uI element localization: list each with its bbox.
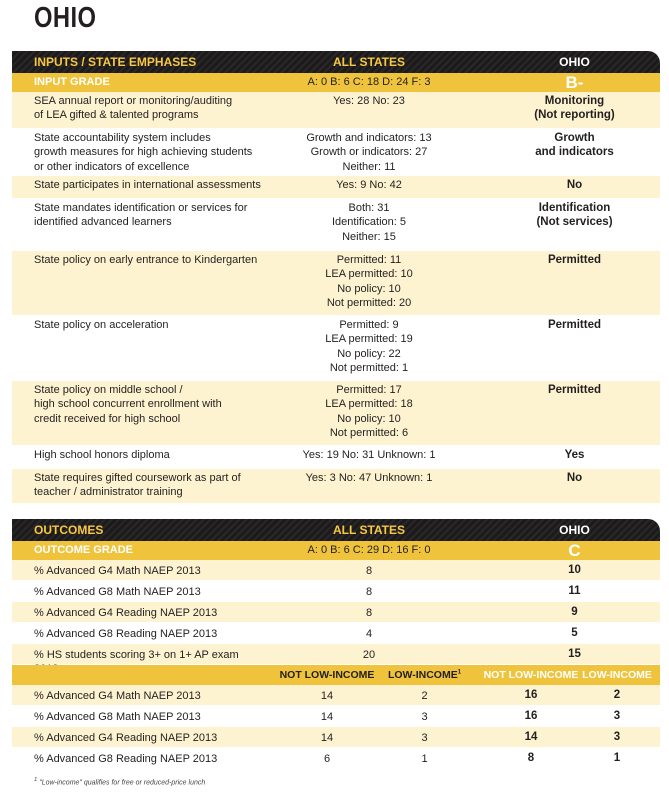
all-states-value (212, 201, 526, 244)
outcome-label: % Advanced G8 Reading NAEP 2013 (34, 628, 218, 640)
all-states-value (212, 448, 526, 462)
income-row (12, 727, 660, 748)
row-label-line: growth measures for high achieving students (34, 146, 253, 159)
ohio-value: 10 (568, 564, 581, 576)
row-label-line: credit received for high school (34, 412, 181, 425)
input-row (12, 176, 660, 199)
all-states-value (212, 131, 526, 174)
ohio-value-line: No (566, 179, 583, 191)
input-rows (12, 92, 660, 504)
outcome-label: % HS students scoring 3+ on 1+ AP exam (34, 649, 239, 661)
ohio-value-line: and indicators (535, 146, 614, 159)
all-low-income-header (377, 669, 472, 681)
all-states-value-line: Yes: 28 No: 23 (333, 95, 405, 107)
input-row (12, 446, 660, 469)
all-low-income-header-text: LOW-INCOME (387, 669, 458, 681)
inputs-table (12, 51, 660, 504)
all-states-value: 4 (365, 628, 373, 640)
all-states-value-line: Permitted: 11 (336, 254, 402, 266)
ohio-value-line: No (566, 472, 583, 484)
input-row (12, 316, 660, 381)
ohio-low-income-value: 1 (613, 752, 621, 764)
ohio-value-line: Monitoring (544, 95, 605, 107)
all-states-value: 8 (365, 607, 373, 619)
row-label-line: State mandates identification or services for (34, 202, 248, 214)
row-label-line: high school concurrent enrollment with (34, 398, 222, 411)
inputs-header (12, 51, 660, 73)
all-states-value (212, 471, 526, 485)
all-states-value-line: LEA permitted: 10 (325, 268, 413, 281)
ohio-value (517, 201, 632, 230)
all-not-low-income-value: 14 (320, 690, 334, 702)
input-grade-label: INPUT GRADE (34, 76, 110, 88)
ohio-not-low-income-header: NOT LOW-INCOME (483, 669, 579, 681)
outcome-row (12, 623, 660, 644)
footnote (34, 777, 205, 786)
row-label-line: SEA annual report or monitoring/auditing (34, 95, 233, 107)
all-states-header: ALL STATES (333, 55, 405, 69)
all-states-value-line: Both: 31 (348, 202, 390, 214)
outcome-row (12, 644, 660, 665)
outcome-label: % Advanced G8 Math NAEP 2013 (34, 711, 201, 723)
row-label-line: State participates in international assessments (34, 179, 261, 191)
outcomes-header-label: OUTCOMES (34, 523, 104, 537)
row-label-line: High school honors diploma (34, 449, 170, 461)
row-label-line: teacher / administrator training (34, 486, 183, 499)
ohio-value: 11 (568, 585, 581, 597)
all-states-value-line: Growth or indicators: 27 (310, 146, 428, 159)
all-states-value-line: LEA permitted: 19 (325, 333, 413, 346)
row-label-line: State policy on acceleration (34, 319, 169, 331)
outcomes-header (12, 519, 660, 541)
ohio-not-low-income-value: 16 (524, 689, 538, 701)
ohio-not-low-income-value: 16 (524, 710, 538, 722)
input-row (12, 469, 660, 504)
ohio-value-line: Permitted (547, 254, 602, 266)
row-label-line: or other indicators of excellence (34, 160, 190, 173)
all-states-value-line: No policy: 10 (337, 412, 401, 425)
ohio-value-line: Permitted (547, 384, 602, 396)
all-low-income-value: 3 (421, 711, 428, 723)
all-states-value (212, 253, 526, 310)
income-row (12, 748, 660, 769)
ohio-value-line: Permitted (547, 319, 602, 331)
outcome-grade-label: OUTCOME GRADE (34, 544, 133, 556)
all-states-value-line: Permitted: 9 (339, 319, 399, 331)
ohio-value (517, 448, 632, 462)
ohio-value-line: Growth (554, 132, 595, 144)
all-states-value-line: Yes: 19 No: 31 Unknown: 1 (302, 449, 436, 461)
row-label-line: identified advanced learners (34, 216, 172, 229)
input-row (12, 129, 660, 176)
ohio-value (517, 471, 632, 485)
input-grade-row (12, 73, 660, 92)
all-states-value-line: Yes: 9 No: 42 (336, 179, 402, 191)
all-states-value-line: Not permitted: 20 (326, 296, 412, 309)
income-row (12, 685, 660, 706)
all-not-low-income-value: 14 (320, 711, 334, 723)
ohio-low-income-value: 2 (613, 689, 621, 701)
income-column-headers (12, 665, 660, 685)
input-grade-ohio: B- (565, 73, 584, 92)
outcome-label: % Advanced G4 Reading NAEP 2013 (34, 732, 218, 744)
all-low-income-value: 2 (421, 690, 428, 702)
outcome-row (12, 581, 660, 602)
inputs-header-label: INPUTS / STATE EMPHASES (34, 55, 197, 69)
income-rows (12, 685, 660, 769)
input-row (12, 381, 660, 446)
outcome-rows (12, 560, 660, 665)
outcome-grade-ohio: C (568, 541, 581, 560)
input-row (12, 92, 660, 129)
all-low-income-value: 3 (421, 732, 428, 744)
ohio-low-income-value: 3 (613, 710, 621, 722)
outcome-grade-row (12, 541, 660, 560)
ohio-value (517, 383, 632, 397)
all-states-value (212, 178, 526, 192)
all-states-value-line: LEA permitted: 18 (325, 398, 413, 411)
footnote-text: "Low-income" qualifies for free or reduced-price lunch (39, 779, 206, 787)
ohio-value (517, 94, 632, 123)
all-states-value-line: Neither: 11 (342, 160, 396, 173)
ohio-value-line: (Not services) (536, 216, 613, 229)
footnote-marker: 1 (457, 669, 462, 676)
outcome-row (12, 602, 660, 623)
ohio-value (517, 253, 632, 267)
outcome-row (12, 560, 660, 581)
ohio-low-income-header: LOW-INCOME (582, 669, 652, 681)
all-states-value-line: Not permitted: 6 (329, 426, 409, 439)
outcome-label: % Advanced G8 Reading NAEP 2013 (34, 753, 218, 765)
row-label-line: State requires gifted coursework as part of (34, 472, 241, 484)
ohio-not-low-income-value: 8 (527, 752, 535, 764)
all-not-low-income-value: 14 (320, 732, 334, 744)
footnote-number: 1 (34, 777, 38, 783)
input-row (12, 199, 660, 251)
ohio-value-line: Yes (564, 449, 585, 461)
page-title: OHIO (34, 2, 97, 34)
all-states-value-line: Neither: 15 (342, 230, 396, 243)
all-states-value-line: No policy: 22 (337, 347, 401, 360)
all-states-value-line: Identification: 5 (332, 216, 406, 229)
ohio-header: OHIO (559, 55, 590, 69)
row-label-line: State policy on middle school / (34, 384, 183, 396)
all-states-value-line: Permitted: 17 (336, 384, 402, 396)
all-states-value (212, 383, 526, 440)
all-states-value: 8 (365, 586, 373, 598)
ohio-value (517, 178, 632, 192)
all-states-value-line: Growth and indicators: 13 (306, 132, 432, 144)
all-not-low-income-header: NOT LOW-INCOME (279, 669, 375, 681)
outcome-label: % Advanced G4 Math NAEP 2013 (34, 690, 201, 702)
outcome-grade-distribution: A: 0 B: 6 C: 29 D: 16 F: 0 (307, 544, 431, 556)
all-states-value-line: Not permitted: 1 (329, 361, 409, 374)
outcome-label: % Advanced G8 Math NAEP 2013 (34, 586, 201, 598)
ohio-value (517, 131, 632, 160)
row-label-line: State policy on early entrance to Kindergarten (34, 254, 258, 266)
outcome-label: % Advanced G4 Reading NAEP 2013 (34, 607, 218, 619)
input-row (12, 251, 660, 316)
ohio-value: 9 (571, 606, 578, 618)
ohio-not-low-income-value: 14 (524, 731, 538, 743)
ohio-value-line: (Not reporting) (534, 109, 615, 122)
outcome-label: % Advanced G4 Math NAEP 2013 (34, 565, 201, 577)
outcomes-table (12, 519, 660, 769)
ohio-value-line: Identification (538, 202, 611, 214)
all-states-value: 20 (362, 649, 376, 661)
ohio-header: OHIO (559, 523, 590, 537)
all-states-value-line: No policy: 10 (337, 282, 401, 295)
all-states-value (212, 318, 526, 375)
all-states-value-line: Yes: 3 No: 47 Unknown: 1 (305, 472, 433, 484)
input-grade-distribution: A: 0 B: 6 C: 18 D: 24 F: 3 (307, 76, 431, 88)
income-row (12, 706, 660, 727)
row-label-line: State accountability system includes (34, 132, 211, 144)
ohio-value (517, 318, 632, 332)
ohio-low-income-value: 3 (613, 731, 621, 743)
all-states-header: ALL STATES (333, 523, 405, 537)
all-states-value: 8 (365, 565, 373, 577)
all-low-income-value: 1 (421, 753, 428, 765)
ohio-value: 15 (568, 648, 581, 660)
row-label-line: of LEA gifted & talented programs (34, 109, 199, 122)
ohio-value: 5 (571, 627, 578, 639)
all-states-value (212, 94, 526, 108)
all-not-low-income-value: 6 (323, 753, 331, 765)
